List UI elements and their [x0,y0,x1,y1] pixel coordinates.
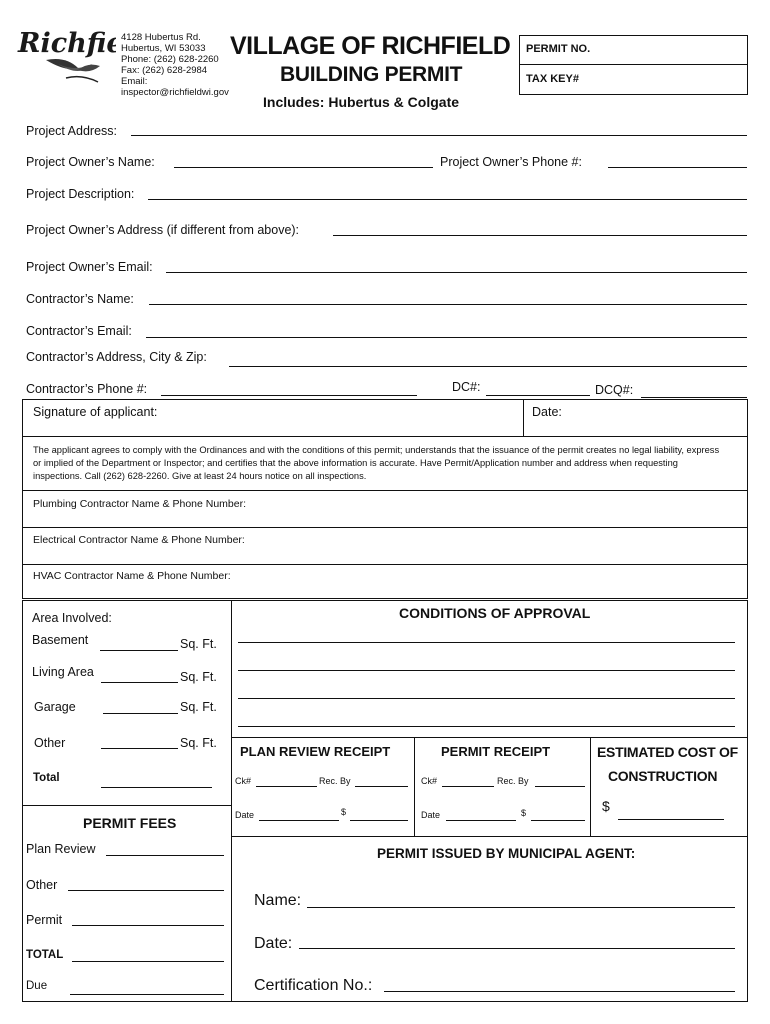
signature-divider [523,399,524,437]
plan-review-ck-field[interactable] [256,786,317,787]
area-title: Area Involved: [32,611,112,625]
receipt-divider-2 [590,737,591,836]
plan-review-recby-label: Rec. By [319,776,351,786]
due-field[interactable] [70,994,224,995]
plan-review-date-label: Date [235,810,255,820]
owner-address-label: Project Owner’s Address (if different from above): [26,223,300,237]
phone-line: Phone: (262) 628-2260 [121,54,219,65]
tax-key-label: TAX KEY# [526,73,579,85]
contractor-phone-label: Contractor’s Phone #: [26,382,148,396]
permit-receipt-ck-field[interactable] [442,786,494,787]
plumbing-label: Plumbing Contractor Name & Phone Number: [33,498,247,510]
estimated-cost-field[interactable] [618,819,724,820]
owner-phone-field[interactable] [608,167,747,168]
contractor-address-label: Contractor’s Address, City & Zip: [26,350,207,364]
certification-label: Certification No.: [254,977,373,994]
hvac-input[interactable] [273,568,742,586]
permit-fee-field[interactable] [72,925,224,926]
conditions-line-1[interactable] [238,642,735,643]
electrical-input[interactable] [290,532,742,550]
contractor-email-field[interactable] [146,337,747,338]
email-address: inspector@richfieldwi.gov [121,87,229,98]
owner-email-field[interactable] [166,272,747,273]
plumbing-top-border [22,490,748,491]
other-area-label: Other [34,736,66,750]
dc-label: DC#: [452,380,481,394]
due-label: Due [26,980,48,992]
plumbing-input[interactable] [292,496,742,514]
garage-field[interactable] [103,713,178,714]
permit-receipt-dollar: $ [521,808,527,818]
project-description-field[interactable] [148,199,747,200]
project-address-field[interactable] [131,135,747,136]
permit-issued-title: PERMIT ISSUED BY MUNICIPAL AGENT: [377,846,636,861]
permit-receipt-title: PERMIT RECEIPT [441,744,551,759]
permit-no-label: PERMIT NO. [526,43,591,55]
area-divider [231,600,232,1002]
form-subtitle: BUILDING PERMIT [280,63,463,86]
signature-date-input[interactable] [570,404,740,422]
permit-receipt-recby-label: Rec. By [497,776,529,786]
electrical-label: Electrical Contractor Name & Phone Number: [33,534,245,546]
plan-review-amount-field[interactable] [350,820,408,821]
contractor-phone-field[interactable] [161,395,417,396]
logo-text: Richfi [18,28,107,59]
signature-label: Signature of applicant: [33,405,158,419]
area-bottom-border [22,805,232,806]
receipts-top-border [231,737,748,738]
logo [16,20,116,90]
dcq-label: DCQ#: [595,383,634,397]
owner-name-field[interactable] [174,167,433,168]
tax-key-input[interactable] [590,70,740,88]
garage-label: Garage [34,700,76,714]
plan-review-recby-field[interactable] [355,786,408,787]
plan-review-fee-label: Plan Review [26,842,96,856]
permit-receipt-recby-field[interactable] [535,786,585,787]
signature-field[interactable] [180,401,518,435]
permit-receipt-date-label: Date [421,810,441,820]
agent-name-label: Name: [254,892,302,909]
living-area-label: Living Area [32,665,94,679]
garage-unit: Sq. Ft. [180,700,217,714]
conditions-line-3[interactable] [238,698,735,699]
agreement-text: The applicant agrees to comply with the Ordinances and with the conditions of this permit; understands that the issuance of the permit creates no legal liability, express or implied of the Department or Inspector; and certifies that the above information is accurate. Have Permit/Application number and address when requesting inspections. Call (262) 628-2260. Give at least 24 hours notice on all inspections. [33,445,720,481]
plan-review-fee-field[interactable] [106,855,224,856]
estimated-cost-title: ESTIMATED COST OF [597,744,738,760]
permit-fee-label: Permit [26,913,63,927]
agent-date-label: Date: [254,935,293,952]
hvac-label: HVAC Contractor Name & Phone Number: [33,570,231,582]
area-total-label: Total [33,772,60,784]
email-label: Email: [121,76,148,87]
hvac-top-border [22,564,748,565]
dcq-field[interactable] [641,397,747,398]
agreement-top-border [22,436,748,437]
total-fee-label: TOTAL [26,949,64,961]
lower-section [22,600,748,1002]
construction-title: CONSTRUCTION [608,768,718,784]
plan-review-dollar: $ [341,807,347,817]
basement-field[interactable] [100,650,178,651]
certification-field[interactable] [384,991,735,992]
project-address-label: Project Address: [26,124,118,138]
receipts-bottom-border [231,836,748,837]
permit-no-input[interactable] [600,40,740,58]
basement-label: Basement [32,633,89,647]
agent-name-field[interactable] [307,907,735,908]
other-fee-label: Other [26,878,58,892]
includes-note: Includes: Hubertus & Colgate [263,94,460,110]
fax-line: Fax: (262) 628-2984 [121,65,208,76]
contractor-address-field[interactable] [229,366,747,367]
conditions-line-2[interactable] [238,670,735,671]
other-area-unit: Sq. Ft. [180,736,217,750]
electrical-top-border [22,527,748,528]
village-address [121,32,229,98]
contractor-name-field[interactable] [149,304,747,305]
conditions-title: CONDITIONS OF APPROVAL [399,605,591,621]
owner-address-field[interactable] [333,235,747,236]
other-area-field[interactable] [101,748,178,749]
signature-date-label: Date: [532,405,562,419]
plan-review-ck-label: Ck# [235,776,252,786]
owner-name-label: Project Owner’s Name: [26,155,155,169]
project-description-label: Project Description: [26,187,135,201]
living-area-unit: Sq. Ft. [180,670,217,684]
owner-email-label: Project Owner’s Email: [26,260,153,274]
permit-box-divider [519,64,748,65]
owner-phone-label: Project Owner’s Phone #: [440,155,582,169]
area-total-field[interactable] [101,787,212,788]
living-area-field[interactable] [101,682,178,683]
basement-unit: Sq. Ft. [180,637,217,651]
total-fee-field[interactable] [72,961,224,962]
receipt-divider-1 [414,737,415,836]
permit-receipt-ck-label: Ck# [421,776,438,786]
other-fee-field[interactable] [68,890,224,891]
form-title: VILLAGE OF RICHFIELD [230,32,511,60]
estimated-cost-dollar: $ [602,798,610,814]
contractor-name-label: Contractor’s Name: [26,292,134,306]
plan-review-receipt-title: PLAN REVIEW RECEIPT [240,744,391,759]
contractor-email-label: Contractor’s Email: [26,324,132,338]
address-line: 4128 Hubertus Rd. [121,32,201,43]
permit-fees-title: PERMIT FEES [83,815,177,831]
plan-review-date-field[interactable] [259,820,339,821]
permit-receipt-date-field[interactable] [446,820,516,821]
dc-field[interactable] [486,395,590,396]
address-line: Hubertus, WI 53033 [121,43,206,54]
permit-receipt-amount-field[interactable] [531,820,585,821]
conditions-line-4[interactable] [238,726,735,727]
agent-date-field[interactable] [299,948,735,949]
